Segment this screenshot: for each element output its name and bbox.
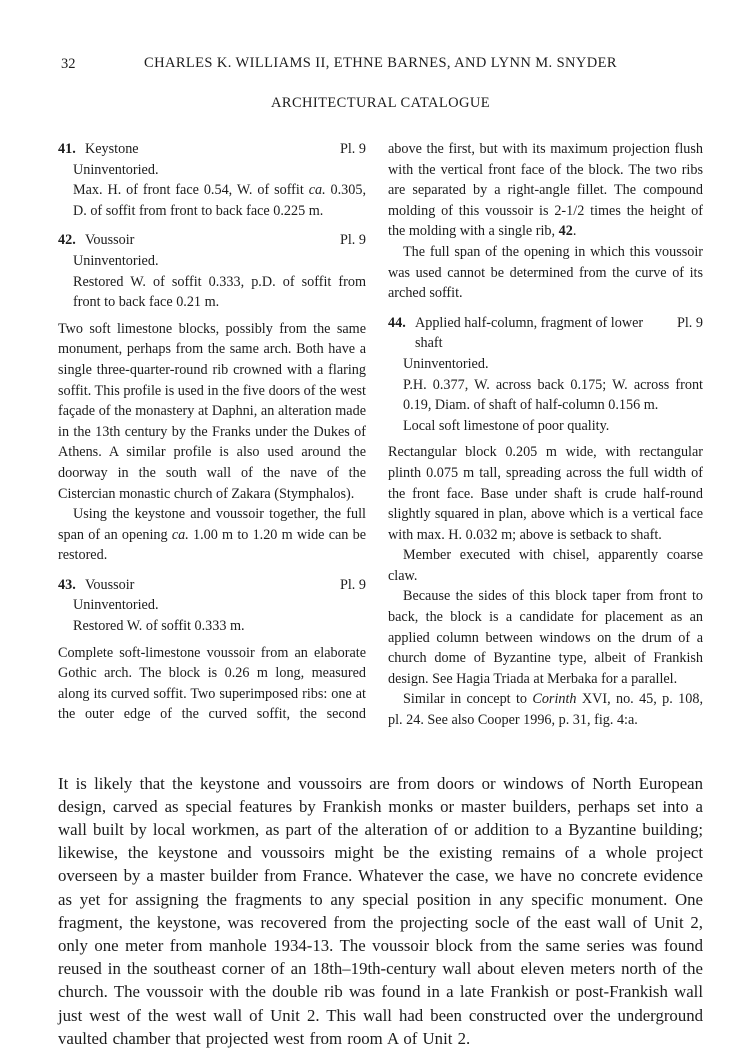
measurements: P.H. 0.377, W. across back 0.175; W. across front 0.19, Diam. of shaft of half-column 0.156 m. xyxy=(403,376,703,414)
description-paragraph: Complete soft-limestone voussoir from an elaborate Gothic arch. The block is 0.26 m long, measured along its curved soffit. Two superimposed ribs: one at the outer edge of the curved soffit, the second xyxy=(58,644,366,723)
entry-title: Voussoir xyxy=(85,232,135,249)
description-43-continued xyxy=(388,139,703,304)
description-paragraph: Using the keystone and voussoir together, the full span of an opening ca. 1.00 m to 1.20 m wide can be restored. xyxy=(58,506,366,564)
concluding-paragraph: It is likely that the keystone and voussoirs are from doors or windows of North European design, carved as special features by Frankish monks or master builders, perhaps set into a wall built by local workmen, as part of the alteration of or addition to a Byzantine building; likewise, the keystone and voussoirs might be the existing remains of a whole project overseen by a master builder from France. Whatever the case, we have no concrete evidence as yet for assigning the fragments to any special position in any specific monument. One fragment, the keystone, was recovered from the projecting socle of the east wall of Unit 2, only one meter from manhole 1934-13. The voussoir block from the same series was found reused in the southeast corner of an 18th–19th-century wall about eleven meters north of the church. The voussoir with the double rib was found in a late Frankish or post-Frankish wall just west of the west wall of Unit 2. This wall had been constructed over the underground vaulted chamber that projected west from room A of Unit 2. xyxy=(58,773,703,1048)
inventory-note: Uninventoried. xyxy=(73,161,159,178)
entry-43 xyxy=(58,575,366,637)
entry-title: Keystone xyxy=(85,141,139,157)
entry-number: 41. xyxy=(58,141,76,157)
description-paragraph: Two soft limestone blocks, possibly from the same monument, perhaps from the same arch. Both have a single three-quarter-round rib crowned with a flaring soffit. This profile is used in the five doors of the west façade of the monastery at Daphni, an alteration made in the 13th century by the Franks under the Dukes of Athens. A similar profile is also used around the doorway in the south wall of the nave of the Cistercian monastic church of Zakara (Stymphalos). xyxy=(58,320,366,502)
entry-43-details xyxy=(73,595,366,636)
section-title: ARCHITECTURAL CATALOGUE xyxy=(271,95,490,111)
description-paragraph: Because the sides of this block taper from front to back, the block is a candidate for placement as an applied column between windows on the drum of a church dome of Byzantine type, albeit of Frankish design. See Hagia Triada at Merbaka for a parallel. xyxy=(388,588,703,687)
entry-title: Applied half-column, fragment of lower shaft xyxy=(415,314,644,352)
measurements: Max. H. of front face 0.54, W. of soffit ca. 0.305, D. of soffit from front to back face 0.225 m. xyxy=(73,182,367,219)
entry-44-heading xyxy=(388,313,703,354)
plate-reference: Pl. 9 xyxy=(339,141,366,157)
entry-42-details xyxy=(73,251,366,313)
entry-41-details xyxy=(73,160,366,222)
page-number: 32 xyxy=(61,56,76,72)
plate-reference: Pl. 9 xyxy=(339,232,366,249)
catalogue-columns xyxy=(58,139,703,731)
entry-41 xyxy=(58,139,366,221)
entry-44 xyxy=(388,313,703,437)
inventory-note: Uninventoried. xyxy=(73,252,159,269)
measurements: Restored W. of soffit 0.333, p.D. of soffit from front to back face 0.21 m. xyxy=(73,273,366,311)
description-paragraph: Similar in concept to Corinth XVI, no. 45, p. 108, pl. 24. See also Cooper 1996, p. 31, fig. 4:a. xyxy=(388,691,703,729)
right-column xyxy=(388,139,703,731)
entry-number: 44. xyxy=(388,314,406,331)
description-paragraph: Member executed with chisel, apparently coarse claw. xyxy=(388,547,703,584)
description-41-42 xyxy=(58,319,366,566)
entry-43-heading xyxy=(58,575,366,596)
entry-number: 42. xyxy=(58,232,76,249)
description-paragraph: The full span of the opening in which this voussoir was used cannot be determined from the curve of its arched soffit. xyxy=(388,243,703,302)
inventory-note: Uninventoried. xyxy=(73,597,159,614)
entry-title: Voussoir xyxy=(85,576,135,593)
running-head: CHARLES K. WILLIAMS II, ETHNE BARNES, AND LYNN M. SNYDER xyxy=(144,55,617,71)
plate-reference: Pl. 9 xyxy=(676,314,703,331)
description-paragraph: Rectangular block 0.205 m wide, with rectangular plinth 0.075 m tall, spreading across the full width of the front face. Base under shaft is crude half-round slightly squared in plan, above which is a vertical face with max. H. 0.032 m; above is setback to shaft. xyxy=(388,444,703,543)
entry-41-heading xyxy=(58,139,366,160)
description-paragraph: above the first, but with its maximum projection flush with the vertical front face of the block. The two ribs are separated by a right-angle fillet. The compound molding of this voussoir is 2-1/2 times the height of the molding with a single rib, 42. xyxy=(388,141,703,240)
entry-44-details xyxy=(403,354,703,436)
inventory-note: Uninventoried. xyxy=(403,355,489,372)
plate-reference: Pl. 9 xyxy=(339,576,366,593)
entry-42 xyxy=(58,230,366,312)
entry-number: 43. xyxy=(58,576,76,593)
description-43 xyxy=(58,643,366,725)
material-note: Local soft limestone of poor quality. xyxy=(403,417,610,434)
entry-42-heading xyxy=(58,230,366,251)
measurements: Restored W. of soffit 0.333 m. xyxy=(73,618,245,635)
description-44 xyxy=(388,442,703,730)
page-header xyxy=(58,55,703,76)
left-column xyxy=(58,139,366,731)
